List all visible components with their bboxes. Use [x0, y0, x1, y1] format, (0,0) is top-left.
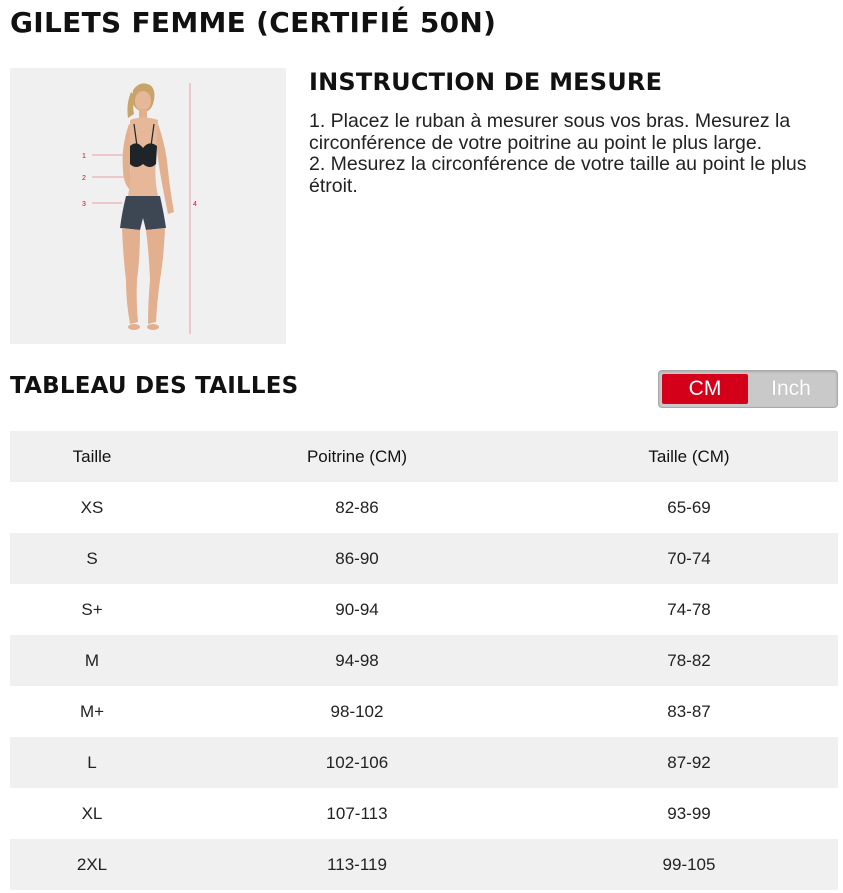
cell-chest: 102-106	[325, 752, 389, 772]
unit-toggle	[658, 370, 838, 408]
instruction-step-1: 1. Placez le ruban à mesurer sous vos bras. Mesurez la circonférence de votre poitrine au point le plus large.	[309, 110, 791, 154]
cell-chest: 113-119	[327, 854, 387, 874]
table-row	[10, 584, 838, 635]
table-header-row	[10, 431, 838, 482]
header-waist: Taille (CM)	[648, 446, 730, 466]
table-row	[10, 482, 838, 533]
marker-1: 1	[82, 153, 86, 160]
cell-waist: 78-82	[667, 650, 711, 670]
unit-inch-button[interactable]: Inch	[771, 377, 811, 400]
cell-chest: 82-86	[335, 497, 379, 517]
cell-size: M	[84, 650, 100, 670]
table-row	[10, 788, 838, 839]
cell-waist: 93-99	[667, 803, 711, 823]
cell-waist: 74-78	[667, 599, 711, 619]
cell-size: S+	[81, 599, 103, 619]
cell-size: XL	[81, 803, 103, 823]
page-title: GILETS FEMME (CERTIFIÉ 50N)	[10, 6, 497, 39]
table-row	[10, 839, 838, 890]
cell-waist: 87-92	[667, 752, 711, 772]
unit-cm-button[interactable]: CM	[662, 374, 748, 404]
instructions-body	[309, 111, 839, 197]
marker-2: 2	[82, 175, 86, 182]
size-table-title: TABLEAU DES TAILLES	[10, 373, 299, 399]
size-table	[10, 431, 838, 890]
cell-waist: 99-105	[662, 854, 716, 874]
cell-waist: 70-74	[667, 548, 711, 568]
table-row	[10, 686, 838, 737]
cell-size: S	[86, 548, 98, 568]
table-row	[10, 737, 838, 788]
cell-chest: 94-98	[335, 650, 379, 670]
cell-chest: 86-90	[335, 548, 379, 568]
cell-waist: 65-69	[667, 497, 711, 517]
header-size: Taille	[72, 446, 112, 466]
table-row	[10, 533, 838, 584]
table-row	[10, 635, 838, 686]
cell-chest: 98-102	[330, 701, 384, 721]
cell-chest: 107-113	[326, 803, 388, 823]
cell-size: L	[87, 752, 97, 772]
instruction-step-2: 2. Mesurez la circonférence de votre taille au point le plus étroit.	[309, 153, 807, 197]
instructions-title: INSTRUCTION DE MESURE	[309, 68, 663, 96]
measurement-figure-image	[10, 68, 286, 344]
header-chest: Poitrine (CM)	[306, 446, 408, 466]
cell-waist: 83-87	[667, 701, 711, 721]
cell-size: XS	[80, 497, 104, 517]
cell-chest: 90-94	[335, 599, 379, 619]
marker-3: 3	[82, 201, 86, 208]
cell-size: 2XL	[76, 854, 108, 874]
marker-4: 4	[193, 201, 197, 208]
cell-size: M+	[79, 701, 105, 721]
